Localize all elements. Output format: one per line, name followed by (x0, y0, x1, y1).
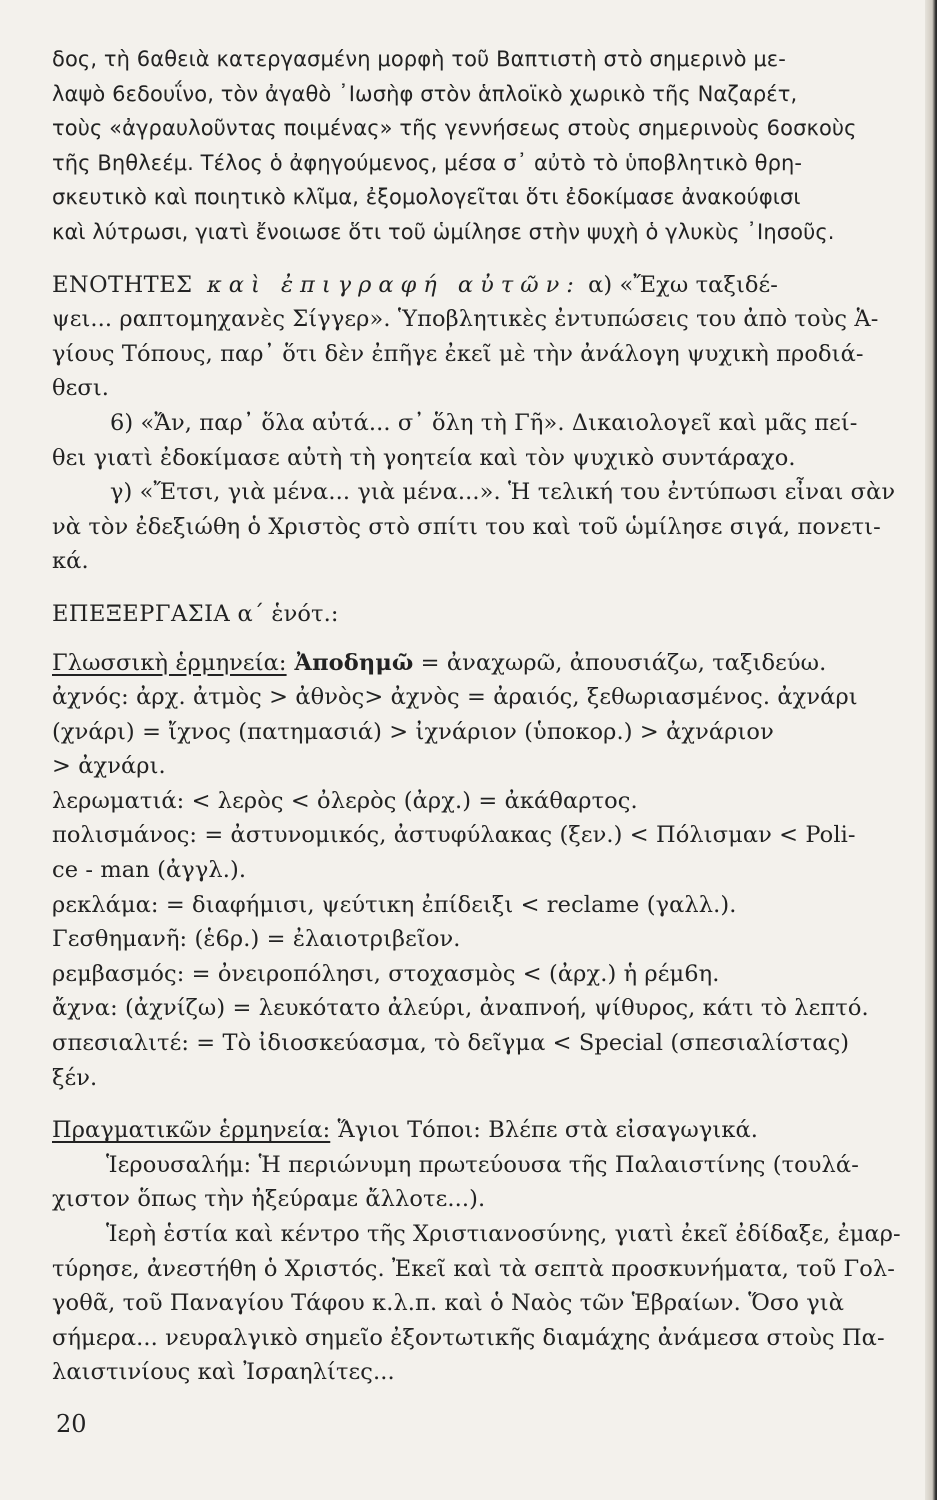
glossiki-label: Γλωσσικὴ ἑρμηνεία: (52, 649, 287, 676)
pragmatiki-section (52, 1113, 901, 1390)
glossary-entry: (χνάρι) = ἴχνος (πατημασιά) > ἰχνάριον (ὑποκορ.) > ἀχνάριον (52, 718, 774, 745)
text-line: ψει... ραπτομηχανὲς Σίγγερ». Ὑποβλητικὲς ἐντυπώσεις του ἀπὸ τοὺς Ἁ- (52, 306, 879, 333)
glossary-entry: ce - man (ἀγγλ.). (52, 857, 247, 884)
text-line: γ) «Ἔτσι, γιὰ μένα... γιὰ μένα...». Ἡ τελική του ἐντύπωσι εἶναι σὰν (110, 479, 896, 506)
text-line (52, 1113, 901, 1148)
text-line: θει γιατὶ ἐδοκίμασε αὐτὴ τὴ γοητεία καὶ τὸν ψυχικὸ συντάραχο. (52, 444, 796, 471)
enotites-a-start: α) «Ἔχω ταξιδέ- (580, 271, 778, 298)
text-line: γίους Τόπους, παρ᾿ ὅτι δὲν ἐπῆγε ἐκεῖ μὲ τὴν ἀνάλογη ψυχικὴ προδιά- (52, 340, 864, 367)
glossiki-first-term: Ἀποδημῶ (286, 649, 414, 676)
epexergasia-suffix: α΄ ἑνότ.: (230, 600, 339, 627)
text-line: τύρησε, ἀνεστήθη ὁ Χριστός. Ἐκεῖ καὶ τὰ σεπτὰ προσκυνήματα, τοῦ Γολ- (52, 1255, 895, 1282)
page-number: 20 (56, 1410, 87, 1438)
glossary-entry: ρεκλάμα: = διαφήμισι, ψεύτικη ἐπίδειξι < reclame (γαλλ.). (52, 891, 737, 918)
text-line: σήμερα... νευραλγικὸ σημεῖο ἐξοντωτικῆς διαμάχης ἀνάμεσα στοὺς Πα- (52, 1324, 885, 1351)
glossary-entry: λερωματιά: < λερὸς < ὀλερὸς (ἀρχ.) = ἀκάθαρτος. (52, 787, 638, 814)
pragmatiki-first: Ἅγιοι Τόποι: Βλέπε στὰ εἰσαγωγικά. (330, 1117, 759, 1144)
text-line: λαιστινίους καὶ Ἰσραηλίτες... (52, 1359, 395, 1386)
pragmatiki-label: Πραγματικῶν ἑρμηνεία: (52, 1117, 331, 1144)
glossary-entry: ἄχνα: (ἀχνίζω) = λευκότατο ἀλεύρι, ἀναπνοή, ψίθυρος, κάτι τὸ λεπτό. (52, 995, 869, 1022)
text-line: χιστον ὅπως τὴν ἠξεύραμε ἄλλοτε...). (52, 1186, 486, 1213)
enotites-section (52, 268, 901, 406)
intro-paragraph (52, 42, 901, 250)
epexergasia-heading-line (52, 597, 901, 632)
text-line: γοθᾶ, τοῦ Παναγίου Τάφου κ.λ.π. καὶ ὁ Ναὸς τῶν Ἑβραίων. Ὅσο γιὰ (52, 1290, 844, 1317)
glossiki-section (52, 646, 901, 1096)
glossary-entry: πολισμάνος: = ἀστυνομικός, ἀστυφύλακας (ξεν.) < Πόλισμαν < Poli- (52, 822, 856, 849)
text-line: 6) «Ἄν, παρ᾿ ὅλα αὐτά... σ᾿ ὅλη τὴ Γῆ». Δικαιολογεῖ καὶ μᾶς πεί- (110, 409, 858, 436)
page-edge-shadow (925, 0, 937, 1500)
text-line: κά. (52, 548, 89, 575)
text-line: λαψὸ 6εδουΐνο, τὸν ἀγαθὸ ᾿Ιωσὴφ στὸν ἁπλοϊκὸ χωρικὸ τῆς Ναζαρέτ, (52, 81, 798, 106)
text-line: Ἱερουσαλήμ: Ἡ περιώνυμη πρωτεύουσα τῆς Παλαιστίνης (τουλά- (106, 1151, 859, 1178)
text-line: τῆς Βηθλεέμ. Τέλος ὁ ἀφηγούμενος, μέσα σ᾿ αὐτὸ τὸ ὑποβλητικὸ θρη- (52, 150, 803, 175)
glossary-entry: ξέν. (52, 1064, 98, 1091)
enotites-b (52, 406, 901, 475)
text-line: τοὺς «ἀγραυλοῦντας ποιμένας» τῆς γεννήσεως στοὺς σημερινοὺς 6οσκοὺς (52, 116, 857, 141)
text-line: σκευτικὸ καὶ ποιητικὸ κλῖμα, ἐξομολογεῖται ὅτι ἐδοκίμασε ἀνακούφισι (52, 185, 801, 210)
text-line: νὰ τὸν ἐδεξιώθη ὁ Χριστὸς στὸ σπίτι του καὶ τοῦ ὡμίλησε σιγά, πονετι- (52, 513, 881, 540)
epexergasia-heading: ΕΠΕΞΕΡΓΑΣΙΑ (52, 600, 231, 627)
glossary-entry: ἀχνός: ἀρχ. ἀτμὸς > ἀθνὸς> ἀχνὸς = ἀραιός, ξεθωριασμένος. ἀχνάρι (52, 684, 858, 711)
text-line: θεσι. (52, 375, 110, 402)
text-line: Ἱερὴ ἑστία καὶ κέντρο τῆς Χριστιανοσύνης, γιατὶ ἐκεῖ ἐδίδαξε, ἐμαρ- (105, 1221, 901, 1247)
text-line (52, 268, 901, 303)
glossary-entry: > ἀχνάρι. (52, 753, 166, 780)
enotites-heading: ΕΝΟΤΗΤΕΣ (52, 271, 193, 298)
glossary-entry: ρεμβασμός: = ὀνειροπόλησι, στοχασμὸς < (ἀρχ.) ἡ ρέμ6η. (52, 960, 720, 987)
text-line: καὶ λύτρωσι, γιατὶ ἔνοιωσε ὅτι τοῦ ὡμίλησε στὴν ψυχὴ ὁ γλυκὺς ᾿Ιησοῦς. (52, 219, 835, 244)
glossary-entry: Γεσθημανῆ: (ἑ6ρ.) = ἐλαιοτριβεῖον. (52, 926, 461, 953)
text-line: δος, τὴ 6αθειὰ κατεργασμένη μορφὴ τοῦ Βαπτιστὴ στὸ σημερινὸ με- (52, 47, 786, 71)
enotites-subheading: καὶ ἐπιγραφή αὐτῶν: (207, 271, 581, 298)
glossary-entry: σπεσιαλιτέ: = Τὸ ἰδιοσκεύασμα, τὸ δεῖγμα < Special (σπεσιαλίστας) (52, 1030, 850, 1057)
enotites-c (52, 475, 901, 579)
text-line (52, 646, 901, 681)
glossiki-first-def: = ἀναχωρῶ, ἀπουσιάζω, ταξιδεύω. (413, 649, 827, 676)
